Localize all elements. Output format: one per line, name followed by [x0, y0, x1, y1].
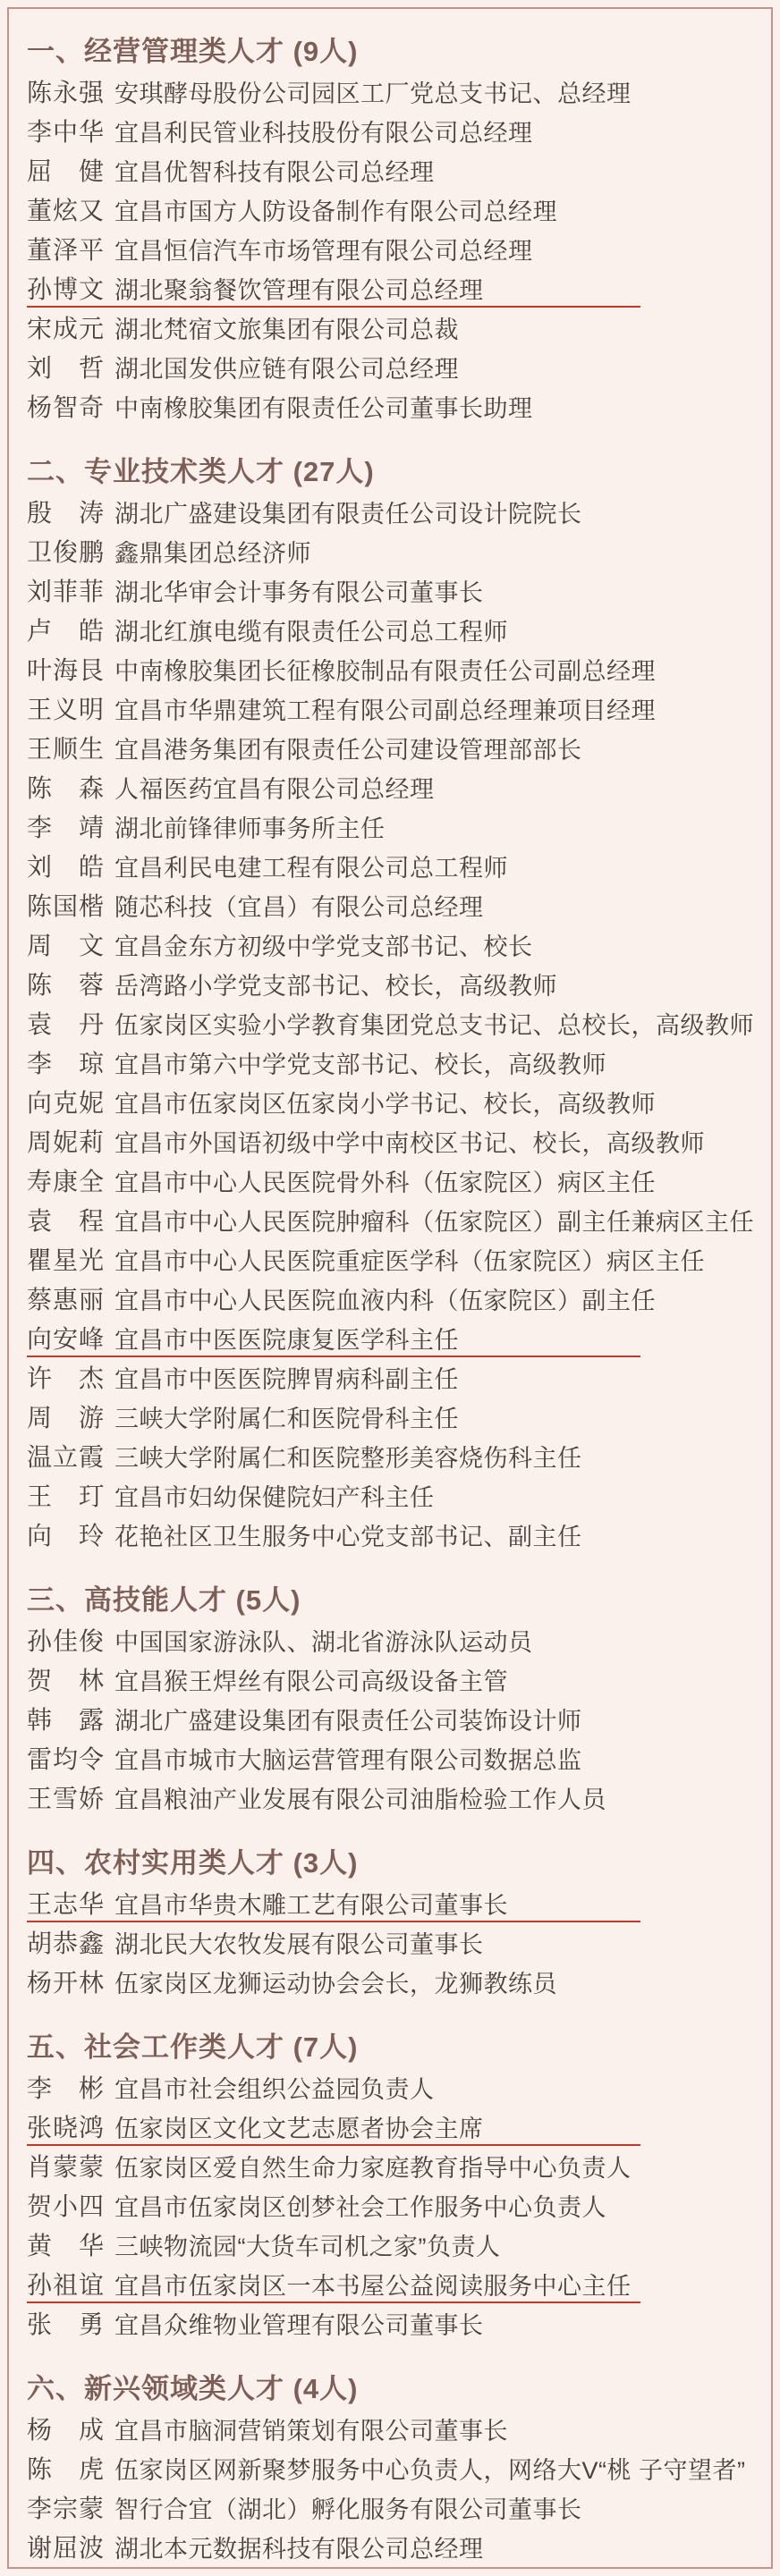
person-title: 鑫鼎集团总经济师: [114, 539, 311, 567]
person-row: [27, 1082, 753, 1121]
person-row: [27, 2527, 753, 2566]
person-name: 卫俊鹏: [27, 538, 104, 566]
section-title: 二、专业技术类人才 (27人): [27, 456, 375, 487]
person-row: [27, 2303, 753, 2343]
person-title: 湖北梵宿文旅集团有限公司总裁: [114, 316, 459, 343]
person-title: 随芯科技（宜昌）有限公司总经理: [114, 893, 484, 921]
person-name: 陈 森: [27, 774, 104, 802]
person-title: 花艳社区卫生服务中心党支部书记、副主任: [114, 1523, 582, 1550]
person-name: 董泽平: [27, 236, 104, 264]
person-name: 周 文: [27, 932, 104, 959]
person-row: [27, 1003, 753, 1043]
person-title: 宜昌粮油产业发展有限公司油脂检验工作人员: [114, 1786, 606, 1813]
person-title: 三峡大学附属仁和医院整形美容烧伤科主任: [114, 1444, 582, 1472]
person-row: [27, 1436, 753, 1475]
person-title: 宜昌金东方初级中学党支部书记、校长: [114, 933, 533, 960]
person-name: 袁 丹: [27, 1010, 104, 1038]
person-title: 三峡物流园“大货车司机之家”负责人: [114, 2233, 501, 2260]
person-name: 杨智奇: [27, 393, 104, 421]
person-title: 宜昌利民电建工程有限公司总工程师: [114, 854, 508, 882]
person-title: 湖北广盛建设集团有限责任公司装饰设计师: [114, 1707, 582, 1735]
person-row: [27, 347, 753, 386]
person-name: 卢 皓: [27, 617, 104, 645]
person-title: 伍家岗区爱自然生命力家庭教育指导中心负责人: [114, 2154, 632, 2182]
person-title: 宜昌市华贵木雕工艺有限公司董事长: [114, 1891, 508, 1919]
person-name: 许 杰: [27, 1364, 104, 1392]
person-name: 刘菲菲: [27, 578, 104, 605]
person-title: 伍家岗区网新聚梦服务中心负责人，网络大V“桃 子守望者”: [114, 2456, 746, 2484]
person-row: [27, 570, 753, 610]
person-name: 瞿星光: [27, 1246, 104, 1274]
person-name: 刘 哲: [27, 354, 104, 382]
person-row: [27, 1239, 753, 1279]
person-name: 王雪娇: [27, 1785, 104, 1812]
person-title: 宜昌恒信汽车市场管理有限公司总经理: [114, 237, 533, 265]
person-row: [27, 2487, 753, 2527]
person-title: 宜昌市伍家岗区创梦社会工作服务中心负责人: [114, 2193, 606, 2221]
person-name: 王志华: [27, 1890, 104, 1918]
person-title: 安琪酵母股份公司园区工厂党总支书记、总经理: [114, 80, 632, 107]
person-name: 向克妮: [27, 1089, 104, 1117]
person-row: [27, 885, 753, 925]
person-name: 陈永强: [27, 79, 104, 106]
person-title: 宜昌猴王焊丝有限公司高级设备主管: [114, 1668, 508, 1695]
person-row: [27, 2146, 753, 2185]
section-title: 六、新兴领域类人才 (4人): [27, 2373, 359, 2404]
person-title: 宜昌港务集团有限责任公司建设管理部部长: [114, 736, 582, 764]
person-name: 李宗蒙: [27, 2495, 104, 2522]
person-row: [27, 2409, 753, 2448]
person-title: 湖北民大农牧发展有限公司董事长: [114, 1930, 484, 1958]
person-name: 董炫又: [27, 197, 104, 224]
person-name: 周妮莉: [27, 1128, 104, 1156]
person-row: [27, 1043, 753, 1082]
person-title: 湖北广盛建设集团有限责任公司设计院院长: [114, 500, 582, 528]
person-row: [27, 1778, 753, 1817]
person-title: 宜昌市社会组织公益园负责人: [114, 2075, 435, 2103]
person-row: [27, 150, 753, 190]
person-row: [27, 964, 753, 1003]
person-name: 寿康全: [27, 1168, 104, 1195]
person-row: [27, 807, 753, 846]
person-row: [27, 1121, 753, 1161]
person-name: 孙佳俊: [27, 1627, 104, 1655]
person-row: [27, 1962, 753, 2001]
person-name: 刘 皓: [27, 853, 104, 881]
person-name: 李 琼: [27, 1050, 104, 1077]
person-name: 杨 成: [27, 2416, 104, 2444]
person-row: [27, 1738, 753, 1778]
person-row: [27, 386, 753, 426]
person-name: 周 游: [27, 1404, 104, 1432]
sections-root: [27, 32, 753, 2566]
person-row: [27, 728, 753, 767]
person-title: 宜昌市中心人民医院骨外科（伍家院区）病区主任: [114, 1169, 656, 1196]
person-row: [27, 925, 753, 964]
person-title: 宜昌市中心人民医院血液内科（伍家院区）副主任: [114, 1287, 656, 1314]
person-title: 宜昌众维物业管理有限公司董事长: [114, 2311, 484, 2339]
person-row: [27, 72, 753, 111]
person-row: [27, 1200, 753, 1239]
person-title: 湖北华审会计事务有限公司董事长: [114, 579, 484, 606]
person-name: 杨开林: [27, 1969, 104, 1997]
person-title: 伍家岗区实验小学教育集团党总支书记、总校长，高级教师: [114, 1011, 754, 1039]
person-name: 王顺生: [27, 735, 104, 763]
person-title: 宜昌市国方人防设备制作有限公司总经理: [114, 198, 557, 225]
person-row: [27, 308, 753, 347]
person-title: 宜昌市中心人民医院重症医学科（伍家院区）病区主任: [114, 1247, 705, 1275]
person-name: 王 玎: [27, 1482, 104, 1510]
person-name: 黄 华: [27, 2232, 104, 2259]
talent-section: [27, 2028, 753, 2343]
person-row: [27, 1699, 753, 1738]
person-title: 宜昌市中心人民医院肿瘤科（伍家院区）副主任兼病区主任: [114, 1208, 754, 1236]
person-row: [27, 1883, 753, 1922]
person-title: 伍家岗区龙狮运动协会会长，龙狮教练员: [114, 1970, 557, 1997]
person-title: 宜昌利民管业科技股份有限公司总经理: [114, 119, 533, 147]
person-name: 雷均令: [27, 1745, 104, 1773]
person-title: 宜昌市伍家岗区一本书屋公益阅读服务中心主任: [114, 2272, 632, 2300]
person-row: [27, 268, 753, 308]
person-name: 李中华: [27, 118, 104, 146]
person-name: 向安峰: [27, 1325, 104, 1353]
person-row: [27, 610, 753, 649]
person-row: [27, 492, 753, 531]
person-name: 李 靖: [27, 814, 104, 841]
person-title: 宜昌市中医医院脾胃病科副主任: [114, 1365, 459, 1393]
person-name: 胡恭鑫: [27, 1930, 104, 1957]
person-row: [27, 767, 753, 807]
person-title: 宜昌市伍家岗区伍家岗小学书记、校长，高级教师: [114, 1090, 656, 1118]
person-row: [27, 1660, 753, 1699]
person-name: 蔡惠丽: [27, 1286, 104, 1313]
person-title: 中南橡胶集团有限责任公司董事长助理: [114, 394, 533, 422]
person-row: [27, 229, 753, 268]
person-title: 宜昌市妇幼保健院妇产科主任: [114, 1483, 435, 1511]
person-row: [27, 2185, 753, 2225]
person-row: [27, 1161, 753, 1200]
section-title: 一、经营管理类人才 (9人): [27, 36, 359, 67]
person-title: 湖北本元数据科技有限公司总经理: [114, 2535, 484, 2563]
person-title: 湖北聚翁餐饮管理有限公司总经理: [114, 276, 484, 304]
person-title: 湖北红旗电缆有限责任公司总工程师: [114, 618, 508, 646]
person-title: 宜昌市华鼎建筑工程有限公司副总经理兼项目经理: [114, 697, 656, 724]
person-title: 人福医药宜昌有限公司总经理: [114, 775, 435, 803]
person-name: 谢屈波: [27, 2534, 104, 2562]
person-title: 智行合宜（湖北）孵化服务有限公司董事长: [114, 2496, 582, 2523]
person-row: [27, 111, 753, 150]
person-name: 李 彬: [27, 2074, 104, 2102]
person-row: [27, 1318, 753, 1357]
person-title: 宜昌市外国语初级中学中南校区书记、校长，高级教师: [114, 1129, 705, 1157]
person-name: 肖蒙蒙: [27, 2153, 104, 2181]
person-name: 温立霞: [27, 1443, 104, 1471]
person-name: 向 玲: [27, 1522, 104, 1550]
person-name: 屈 健: [27, 157, 104, 185]
person-row: [27, 1475, 753, 1515]
section-title: 五、社会工作类人才 (7人): [27, 2031, 359, 2063]
person-row: [27, 1922, 753, 1962]
person-row: [27, 1279, 753, 1318]
person-name: 陈国楷: [27, 892, 104, 920]
person-name: 叶海艮: [27, 656, 104, 684]
person-row: [27, 531, 753, 570]
talent-section: [27, 1844, 753, 2001]
person-row: [27, 2067, 753, 2107]
person-name: 殷 涛: [27, 499, 104, 527]
person-row: [27, 1357, 753, 1397]
person-title: 中南橡胶集团长征橡胶制品有限责任公司副总经理: [114, 657, 656, 685]
person-title: 伍家岗区文化文艺志愿者协会主席: [114, 2115, 484, 2142]
person-row: [27, 190, 753, 229]
person-name: 陈 虎: [27, 2455, 104, 2483]
person-row: [27, 649, 753, 688]
section-title: 四、农村实用类人才 (3人): [27, 1847, 359, 1879]
person-row: [27, 1620, 753, 1660]
person-row: [27, 2264, 753, 2303]
person-row: [27, 2448, 753, 2487]
person-title: 宜昌市脑洞营销策划有限公司董事长: [114, 2417, 508, 2445]
person-title: 湖北国发供应链有限公司总经理: [114, 355, 459, 383]
person-title: 岳湾路小学党支部书记、校长，高级教师: [114, 972, 557, 1000]
person-title: 中国国家游泳队、湖北省游泳队运动员: [114, 1628, 533, 1656]
person-name: 孙祖谊: [27, 2271, 104, 2299]
person-name: 宋成元: [27, 315, 104, 342]
person-name: 孙博文: [27, 275, 104, 303]
person-row: [27, 2107, 753, 2146]
person-title: 宜昌市第六中学党支部书记、校长，高级教师: [114, 1051, 606, 1078]
person-name: 贺 林: [27, 1667, 104, 1694]
person-name: 韩 露: [27, 1706, 104, 1734]
talent-section: [27, 2369, 753, 2566]
person-title: 宜昌市城市大脑运营管理有限公司数据总监: [114, 1746, 582, 1774]
person-name: 张 勇: [27, 2310, 104, 2338]
person-name: 陈 蓉: [27, 971, 104, 999]
person-row: [27, 688, 753, 728]
section-title: 三、高技能人才 (5人): [27, 1584, 301, 1616]
person-row: [27, 1397, 753, 1436]
talent-section: [27, 32, 753, 426]
talent-section: [27, 452, 753, 1554]
person-name: 袁 程: [27, 1207, 104, 1235]
person-row: [27, 1515, 753, 1554]
person-row: [27, 2225, 753, 2264]
person-title: 湖北前锋律师事务所主任: [114, 815, 386, 842]
person-title: 宜昌市中医医院康复医学科主任: [114, 1326, 459, 1354]
person-name: 王义明: [27, 696, 104, 723]
person-title: 三峡大学附属仁和医院骨科主任: [114, 1405, 459, 1432]
talent-section: [27, 1581, 753, 1817]
person-name: 贺小四: [27, 2192, 104, 2220]
person-title: 宜昌优智科技有限公司总经理: [114, 158, 435, 186]
person-name: 张晓鸿: [27, 2114, 104, 2141]
person-row: [27, 846, 753, 885]
